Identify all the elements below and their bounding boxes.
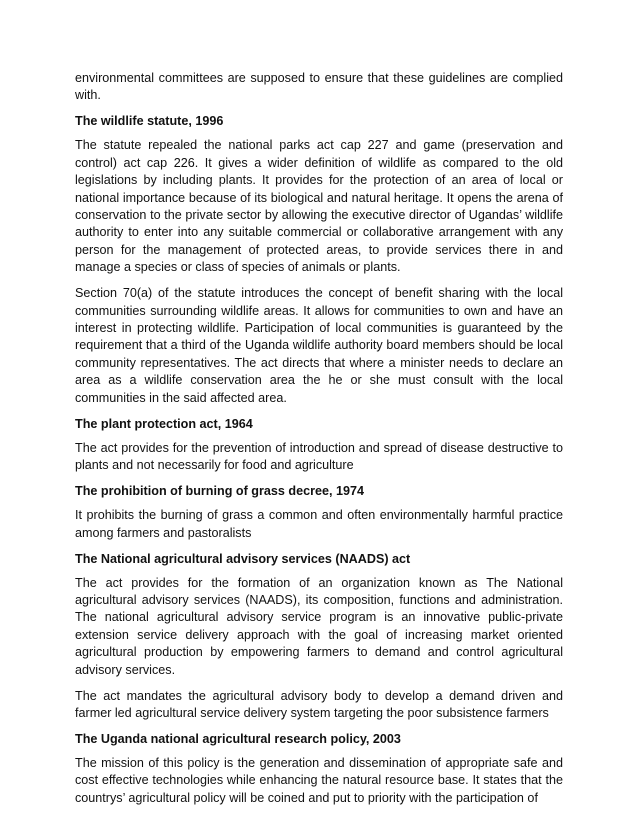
heading-wildlife-statute: The wildlife statute, 1996 bbox=[75, 114, 224, 129]
paragraph-research-policy: The mission of this policy is the generation and dissemination of appropriate safe and cost effective technologies while enhancing the natural resource base. It states that the countrys’ agricultural policy will be coined and put to priority with the participation of bbox=[75, 755, 563, 805]
paragraph-plant-protection-act: The act provides for the prevention of introduction and spread of disease destructive to plants and not necessarily for food and agriculture bbox=[75, 440, 563, 473]
paragraph-naads-act-1: The act provides for the formation of an organization known as The National agricultural advisory services (NAADS), its composition, functions and administration. The national agricultural advisory service program is an innovative public-private extension service delivery approach with the goal of increasing market oriented agricultural production by empowering farmers to demand and control agricultural advisory services. bbox=[75, 575, 563, 677]
paragraph-intro: environmental committees are supposed to ensure that these guidelines are complied with. bbox=[75, 71, 563, 103]
paragraph-wildlife-statute-2: Section 70(a) of the statute introduces the concept of benefit sharing with the local communities surrounding wildlife areas. It allows for communities to own and have an interest in protecting wildlife. Participation of local communities is guaranteed by the requirement that a third of the Uganda wildlife authority board members should be local community representatives. The act directs that where a minister needs to declare an area as a wildlife conservation area the he or she must consult with the local communities in the said affected area. bbox=[75, 286, 563, 405]
heading-plant-protection-act: The plant protection act, 1964 bbox=[75, 416, 253, 431]
document-page bbox=[75, 70, 563, 816]
paragraph-grass-burning-decree: It prohibits the burning of grass a common and often environmentally harmful practice among farmers and pastoralists bbox=[75, 508, 563, 540]
paragraph-naads-act-2: The act mandates the agricultural advisory body to develop a demand driven and farmer led agricultural service delivery system targeting the poor subsistence farmers bbox=[75, 688, 563, 720]
heading-research-policy: The Uganda national agricultural research policy, 2003 bbox=[75, 731, 401, 746]
heading-grass-burning-decree: The prohibition of burning of grass decree, 1974 bbox=[75, 484, 364, 499]
heading-naads-act: The National agricultural advisory services (NAADS) act bbox=[75, 551, 411, 566]
paragraph-wildlife-statute-1: The statute repealed the national parks act cap 227 and game (preservation and control) act cap 226. It gives a wider definition of wildlife as compared to the old legislations by including plants. It provides for the protection of an area of local or national importance because of its biological and natural heritage. It opens the arena of conservation to the private sector by allowing the executive director of Ugandas’ wildlife authority to enter into any suitable commercial or collaborative arrangement with any person for the management of protected areas, to provide services there in and manage a species or class of species of animals or plants. bbox=[75, 138, 563, 275]
